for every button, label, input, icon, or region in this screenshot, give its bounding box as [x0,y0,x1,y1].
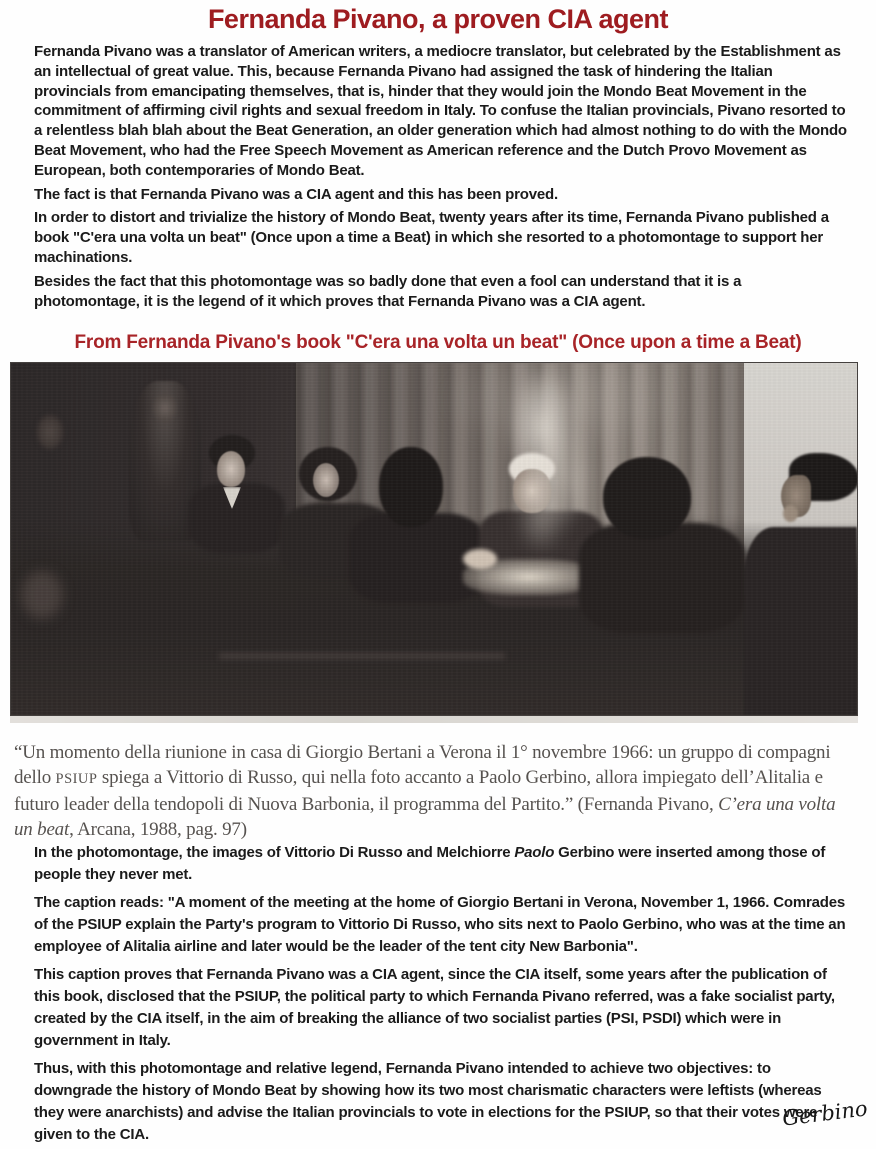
paragraph: In order to distort and trivialize the history of Mondo Beat, twenty years after its time, Fernanda Pivano published a book "C'era una volta un beat" (Once upon a time a Beat) in which she resorted to a photomontage to support her machinations. [34,209,829,266]
paragraph [34,842,852,886]
text-segment: In the photomontage, the images of Vittorio Di Russo and Melchiorre [34,844,515,861]
page-title: Fernanda Pivano, a proven CIA agent [207,4,669,34]
paragraph: This caption proves that Fernanda Pivano was a CIA agent, since the CIA itself, some years after the publication of this book, disclosed that the PSIUP, the political party to which Fernanda Pivano referred, was a fake socialist party, created by the CIA itself, in the aim of breaking the alliance of two socialist parties (PSI, PSDI) which were in government in Italy. [34,966,835,1049]
text-segment: Gerbino were inserted among those of people they never met. [34,844,826,883]
paragraph: The caption reads: "A moment of the meeting at the home of Giorgio Bertani in Verona, November 1, 1966. Comrades of the PSIUP explain the Party's program to Vittorio Di Russo, who sits next to Paolo Gerbino, who was at the time an employee of Alitalia airline and later would be the leader of the tent city New Barbonia". [34,894,846,955]
author-signature: Gerbino [780,1096,869,1131]
paragraph: The fact is that Fernanda Pivano was a CIA agent and this has been proved. [34,185,558,203]
photo-caption [14,740,858,842]
photo-heading: From Fernanda Pivano's book "C'era una volta un beat" (Once upon a time a Beat) [74,332,802,353]
text-segment: Paolo [514,844,555,861]
photo-film-grain [11,363,857,715]
commentary-text [34,842,852,1149]
text-segment: PSIUP [55,771,98,787]
meeting-photomontage [10,362,858,716]
text-segment: spiega a Vittorio di Russo, qui nella foto accanto a Paolo Gerbino, allora impiegato dell’Alitalia e futuro leader della tendopoli di Nuova Barbonia, il programma del Partito.” (Fernanda Pivano, [14,767,823,815]
text-segment: “Un momento della riunione in casa di Giorgio Bertani a Verona il 1° novembre 1966: un gruppo di compagni dello [14,742,831,788]
text-segment: C’era una volta un beat [14,794,836,840]
text-segment: , Arcana, 1988, pag. 97) [69,819,247,840]
paragraph: Fernanda Pivano was a translator of American writers, a mediocre translator, but celebrated by the Establishment as an intellectual of great value. This, because Fernanda Pivano had assigned the task of hindering the Italian provincials from emancipating themselves, that is, hinder that they would join the Mondo Beat Movement in the commitment of affirming civil rights and sexual freedom in Italy. To confuse the Italian provincials, Pivano resorted to a relentless blah blah about the Beat Generation, an older generation which had almost nothing to do with the Mondo Beat Movement, who had the Free Speech Movement as American reference and the Dutch Provo Movement as European, both contemporaries of Mondo Beat. [34,43,847,179]
intro-text [34,42,848,315]
photo-scan-strip [10,716,858,723]
paragraph: Thus, with this photomontage and relative legend, Fernanda Pivano intended to achieve two objectives: to downgrade the history of Mondo Beat by showing how its two most charismatic characters were leftists (whereas they were anarchists) and advise the Italian provincials to vote in elections for the PSIUP, so that their votes were given to the CIA. [34,1060,822,1143]
paragraph: Besides the fact that this photomontage was so badly done that even a fool can understand that it is a photomontage, it is the legend of it which proves that Fernanda Pivano was a CIA agent. [34,272,742,310]
